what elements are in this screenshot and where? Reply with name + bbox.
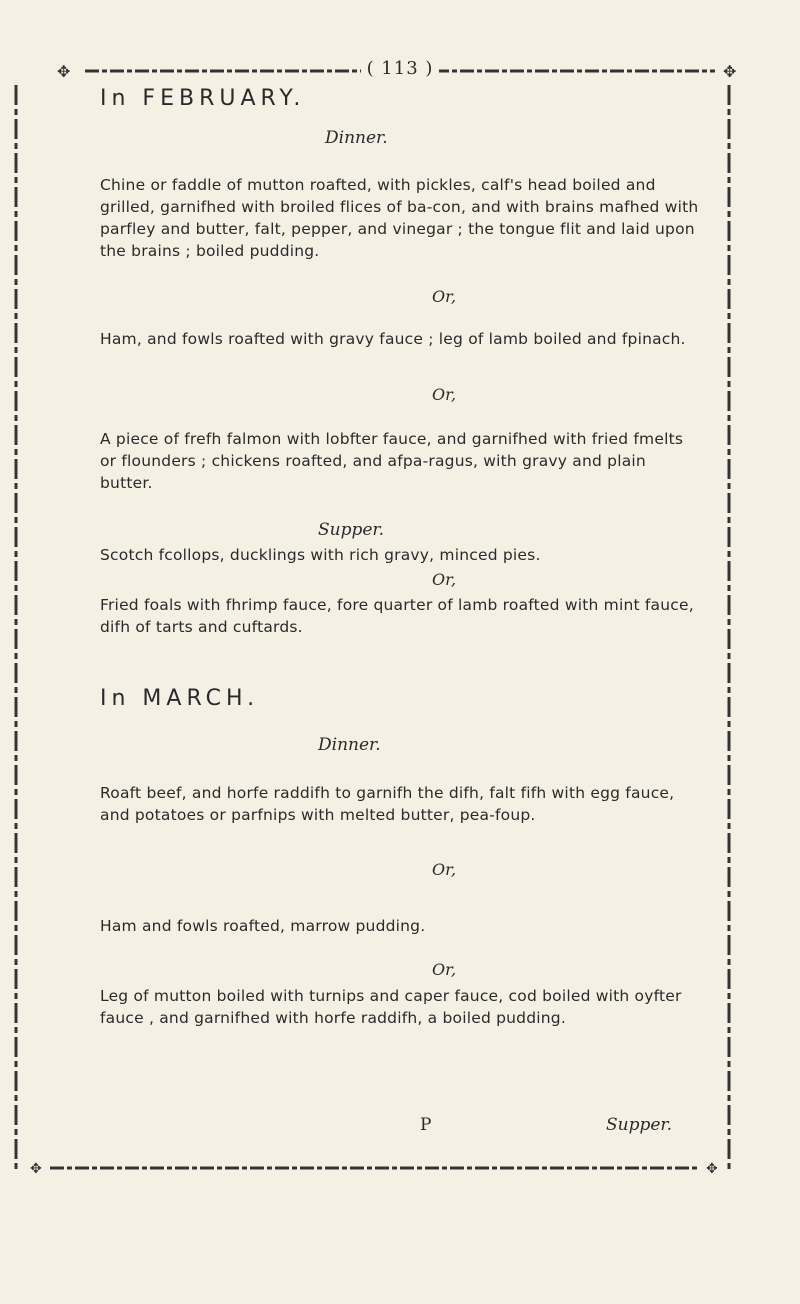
february-dinner-option-1: Chine or faddle of mutton roafted, with pickles, calf's head boiled and grilled, garnifhed with broiled flices of ba-con, and with brains mafhed with parfley and butter, falt, pepper, and vinegar ; the tongue flit and laid upon the brains ; boiled pudding. — [100, 176, 699, 260]
march-dinner-option-2: Ham and fowls roafted, marrow pudding. — [100, 917, 426, 935]
february-header: In FEBRUARY. — [100, 86, 306, 111]
february-supper-heading: Supper. — [318, 520, 385, 540]
or-separator: Or, — [432, 960, 457, 979]
or-separator: Or, — [432, 860, 457, 879]
march-dinner-option-1: Roaft beef, and horfe raddifh to garnifh the difh, falt fifh with egg fauce, and potatoes or parfnips with melted butter, pea-foup. — [100, 784, 675, 824]
svg-text:✥: ✥ — [30, 1161, 42, 1177]
or-separator: Or, — [432, 385, 457, 404]
february-supper-option-2: Fried foals with fhrimp fauce, fore quarter of lamb roafted with mint fauce, difh of tarts and cuftards. — [100, 596, 694, 636]
catchword: Supper. — [606, 1115, 673, 1135]
march-header: In MARCH. — [100, 686, 260, 711]
bottom-ornamental-rule — [30, 1158, 720, 1178]
right-ornamental-border — [725, 85, 733, 1170]
page-number: ( 113 ) — [0, 58, 800, 79]
february-dinner-option-3: A piece of frefh falmon with lobfter fauce, and garnifhed with fried fmelts or flounders ; chickens roafted, and afpa-ragus, with gravy and plain butter. — [100, 430, 684, 492]
february-dinner-heading: Dinner. — [325, 128, 388, 148]
svg-text:✥: ✥ — [57, 62, 71, 81]
svg-text:✥: ✥ — [706, 1161, 718, 1177]
or-separator: Or, — [432, 570, 457, 589]
left-ornamental-border — [12, 85, 20, 1170]
march-dinner-option-3: Leg of mutton boiled with turnips and caper fauce, cod boiled with oyfter fauce , and garnifhed with horfe raddifh, a boiled pudding. — [100, 987, 682, 1027]
february-supper-option-1: Scotch fcollops, ducklings with rich gravy, minced pies. — [100, 546, 541, 564]
signature-mark: P — [420, 1115, 432, 1135]
svg-text:✥: ✥ — [723, 62, 737, 81]
or-separator: Or, — [432, 287, 457, 306]
march-dinner-heading: Dinner. — [318, 735, 381, 755]
february-dinner-option-2: Ham, and fowls roafted with gravy fauce ; leg of lamb boiled and fpinach. — [100, 330, 686, 348]
